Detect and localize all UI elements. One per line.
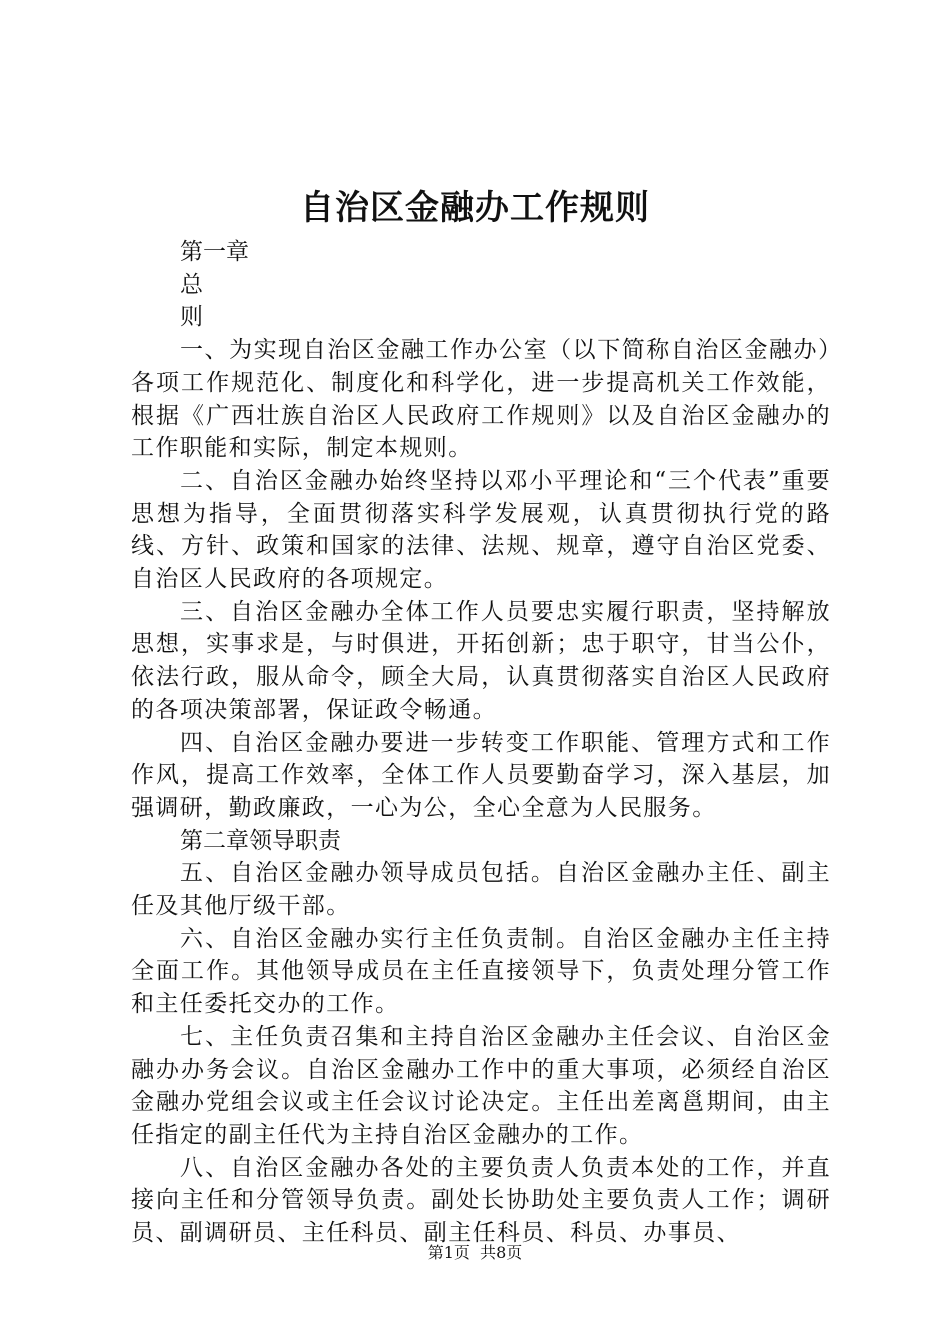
chapter-1-title-part-1: 总 [180, 271, 203, 298]
document-title: 自治区金融办工作规则 [300, 188, 650, 228]
article-7: 七、主任负责召集和主持自治区金融办主任会议、自治区金融办办务会议。自治区金融办工作中的重大事项，必须经自治区金融办党组会议或主任会议讨论决定。主任出差离邕期间，由主任指定的副主任代为主持自治区金融办的工作。 [131, 1023, 831, 1148]
chapter-2-heading: 第二章领导职责 [180, 827, 341, 854]
chapter-1-title-part-2: 则 [180, 304, 203, 331]
article-3: 三、自治区金融办全体工作人员要忠实履行职责，坚持解放思想，实事求是，与时俱进，开拓创新；忠于职守，甘当公仆，依法行政，服从命令，顾全大局，认真贯彻落实自治区人民政府的各项决策部署，保证政令畅通。 [131, 598, 831, 723]
article-6: 六、自治区金融办实行主任负责制。自治区金融办主任主持全面工作。其他领导成员在主任直接领导下，负责处理分管工作和主任委托交办的工作。 [131, 925, 831, 1018]
page-total: 共8页 [480, 1243, 523, 1262]
article-4: 四、自治区金融办要进一步转变工作职能、管理方式和工作作风，提高工作效率，全体工作人员要勤奋学习，深入基层，加强调研，勤政廉政，一心为公，全心全意为人民服务。 [131, 729, 831, 821]
page-number: 第1页 [427, 1243, 470, 1262]
page-footer [0, 1243, 950, 1263]
article-1: 一、为实现自治区金融工作办公室（以下简称自治区金融办）各项工作规范化、制度化和科学化，进一步提高机关工作效能，根据《广西壮族自治区人民政府工作规则》以及自治区金融办的工作职能和实际，制定本规则。 [131, 337, 831, 462]
article-5: 五、自治区金融办领导成员包括。自治区金融办主任、副主任及其他厅级干部。 [131, 860, 831, 920]
article-8: 八、自治区金融办各处的主要负责人负责本处的工作，并直接向主任和分管领导负责。副处长协助处主要负责人工作；调研员、副调研员、主任科员、副主任科员、科员、办事员、 [131, 1154, 831, 1247]
chapter-1-label: 第一章 [180, 239, 249, 265]
article-2: 二、自治区金融办始终坚持以邓小平理论和“三个代表”重要思想为指导，全面贯彻落实科学发展观，认真贯彻执行党的路线、方针、政策和国家的法律、法规、规章，遵守自治区党委、自治区人民政府的各项规定。 [131, 467, 831, 593]
document-body [131, 236, 831, 1250]
